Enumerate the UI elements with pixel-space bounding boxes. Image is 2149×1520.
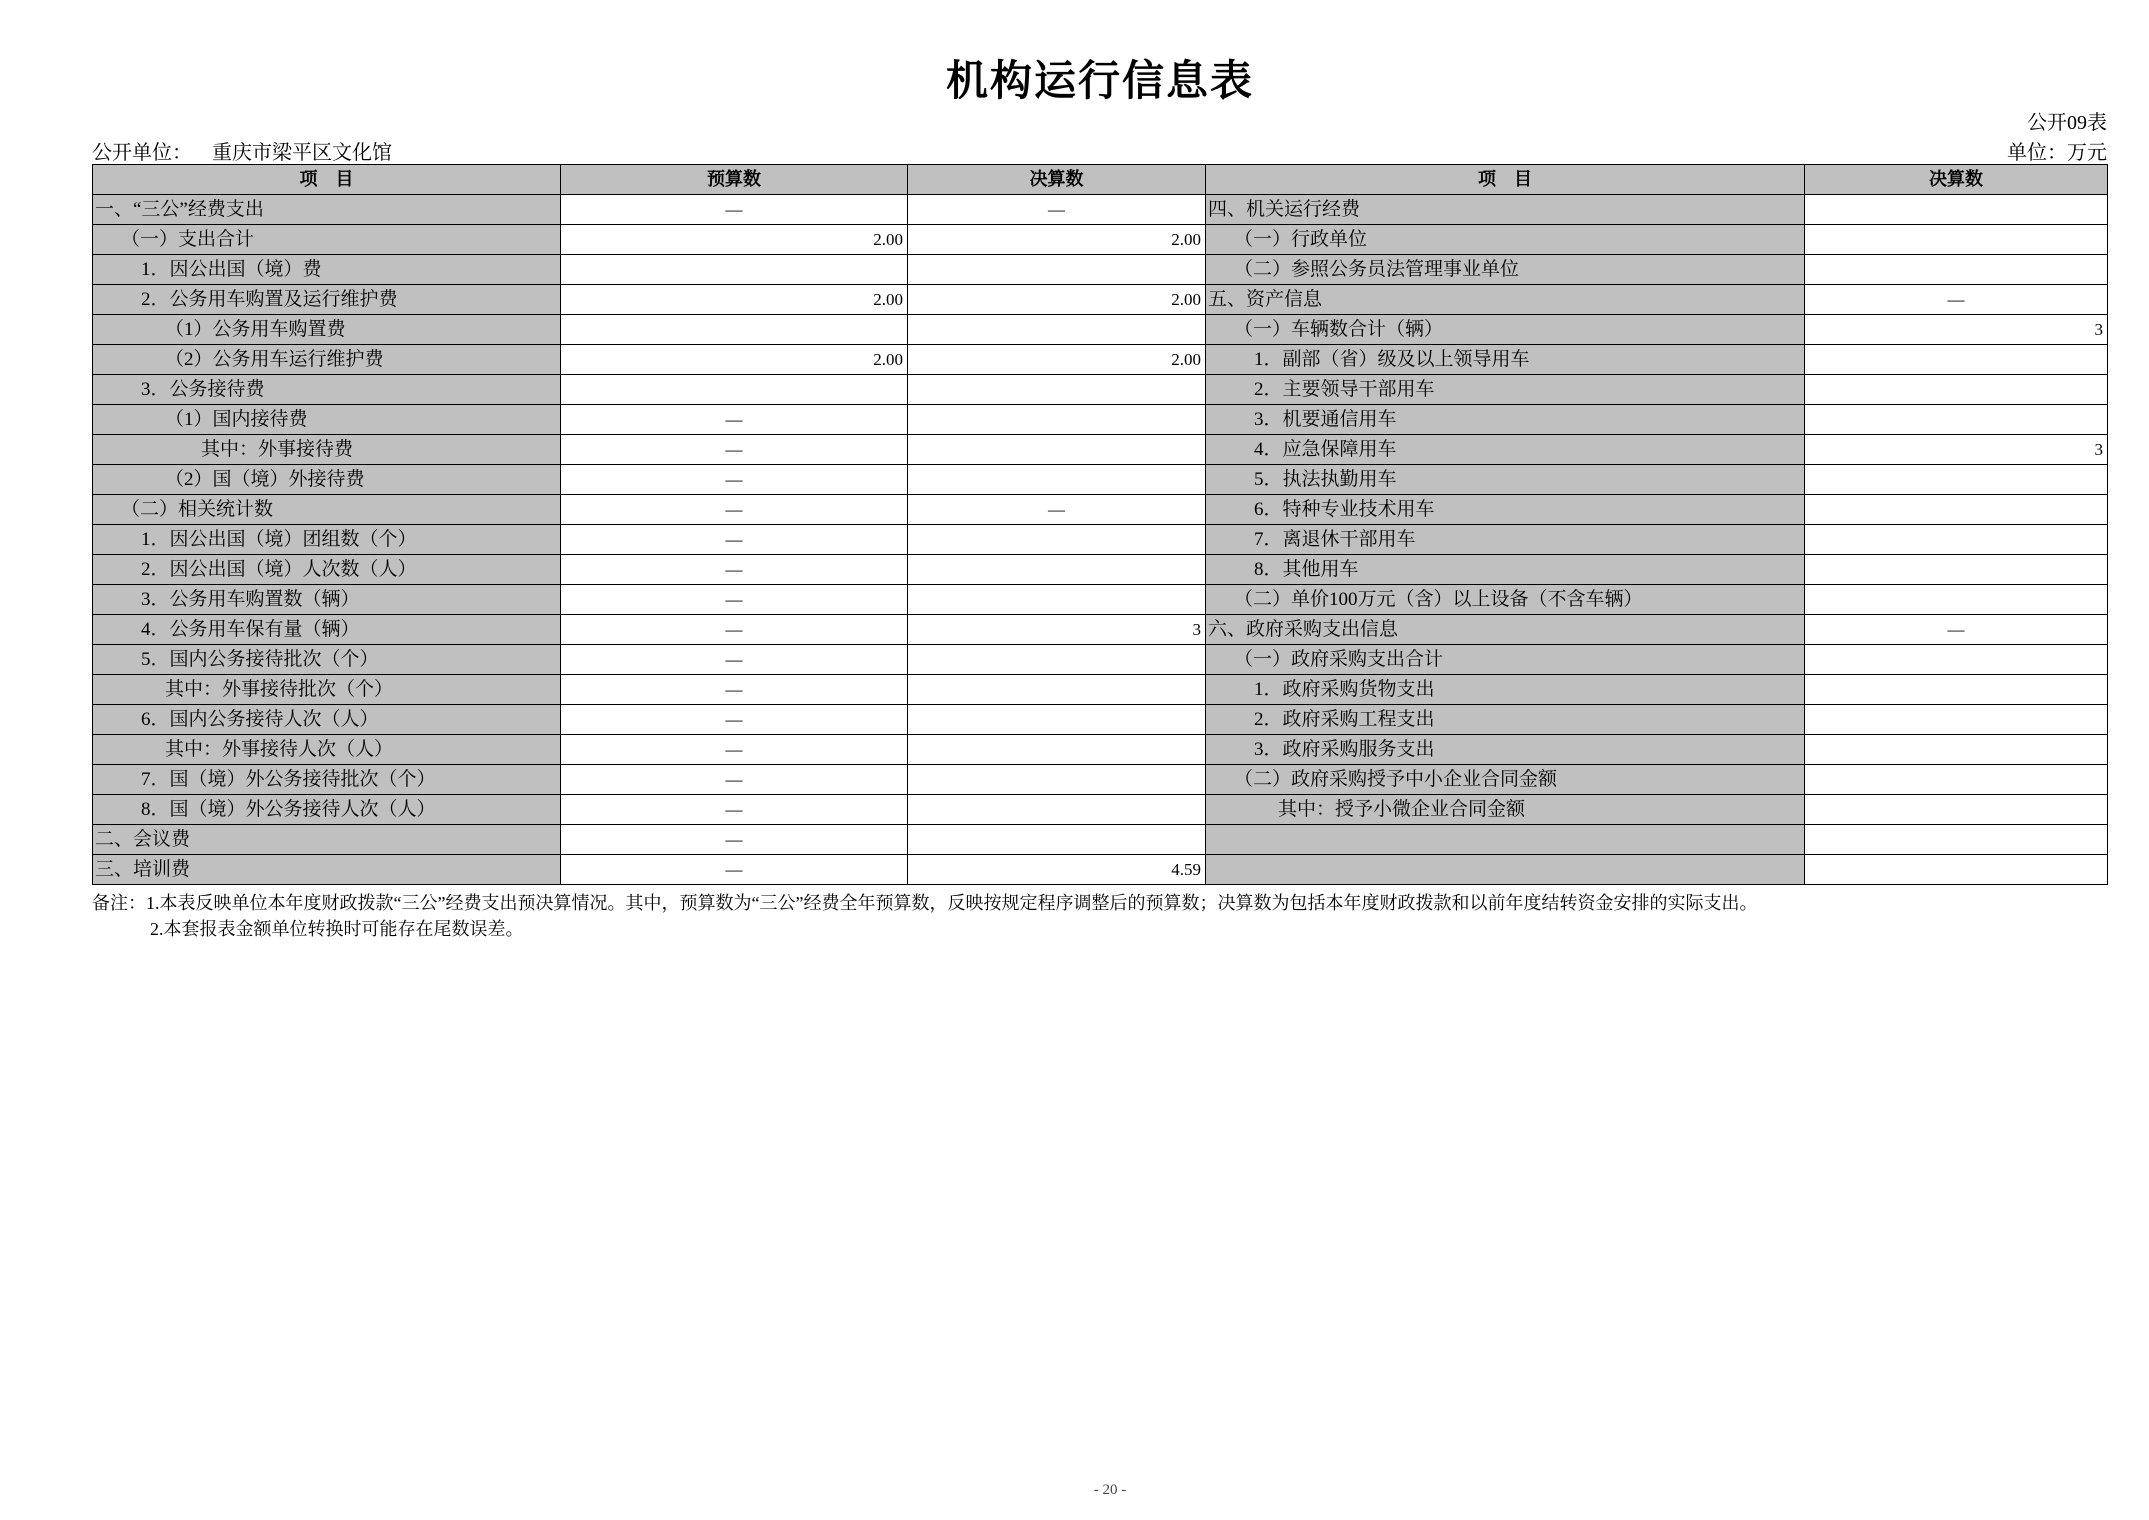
- right-item-label: 四、机关运行经费: [1206, 195, 1805, 225]
- right-actual-value: [1805, 555, 2108, 585]
- table-row: [93, 795, 2108, 825]
- actual-value: [908, 255, 1206, 285]
- table-row: [93, 825, 2108, 855]
- left-item-label: （一）支出合计: [93, 225, 561, 255]
- budget-value: —: [561, 615, 908, 645]
- budget-value: —: [561, 195, 908, 225]
- left-item-label: 3．公务用车购置数（辆）: [93, 585, 561, 615]
- header-actual-right: 决算数: [1805, 165, 2108, 195]
- budget-value: —: [561, 525, 908, 555]
- right-actual-value: [1805, 705, 2108, 735]
- table-row: [93, 585, 2108, 615]
- left-item-label: （1）国内接待费: [93, 405, 561, 435]
- table-row: [93, 345, 2108, 375]
- table-row: [93, 495, 2108, 525]
- actual-value: [908, 795, 1206, 825]
- right-item-label: （二）单价100万元（含）以上设备（不含车辆）: [1206, 585, 1805, 615]
- left-item-label: 4．公务用车保有量（辆）: [93, 615, 561, 645]
- left-item-label: 2．因公出国（境）人次数（人）: [93, 555, 561, 585]
- right-item-label: 3．机要通信用车: [1206, 405, 1805, 435]
- budget-value: —: [561, 675, 908, 705]
- right-actual-value: [1805, 465, 2108, 495]
- left-item-label: （二）相关统计数: [93, 495, 561, 525]
- actual-value: 4.59: [908, 855, 1206, 885]
- disclosure-unit: [92, 136, 392, 165]
- right-item-label: 7．离退休干部用车: [1206, 525, 1805, 555]
- header-item-right: 项 目: [1206, 165, 1805, 195]
- actual-value: [908, 645, 1206, 675]
- right-item-label: 6．特种专业技术用车: [1206, 495, 1805, 525]
- table-row: [93, 195, 2108, 225]
- right-item-label: （二）参照公务员法管理事业单位: [1206, 255, 1805, 285]
- right-item-label: （一）行政单位: [1206, 225, 1805, 255]
- actual-value: [908, 675, 1206, 705]
- budget-value: [561, 375, 908, 405]
- table-row: [93, 735, 2108, 765]
- budget-value: 2.00: [561, 285, 908, 315]
- budget-value: —: [561, 795, 908, 825]
- page-title: 机构运行信息表: [945, 56, 1254, 105]
- left-item-label: （2）公务用车运行维护费: [93, 345, 561, 375]
- budget-value: —: [561, 465, 908, 495]
- right-actual-value: [1805, 195, 2108, 225]
- left-item-label: 其中：外事接待费: [93, 435, 561, 465]
- right-actual-value: 3: [1805, 435, 2108, 465]
- right-item-label: [1206, 855, 1805, 885]
- left-item-label: 2．公务用车购置及运行维护费: [93, 285, 561, 315]
- table-row: [93, 285, 2108, 315]
- budget-value: —: [561, 405, 908, 435]
- left-item-label: （1）公务用车购置费: [93, 315, 561, 345]
- left-item-label: 二、会议费: [93, 825, 561, 855]
- table-row: [93, 405, 2108, 435]
- budget-value: —: [561, 735, 908, 765]
- right-item-label: （二）政府采购授予中小企业合同金额: [1206, 765, 1805, 795]
- left-item-label: 5．国内公务接待批次（个）: [93, 645, 561, 675]
- left-item-label: 7．国（境）外公务接待批次（个）: [93, 765, 561, 795]
- right-item-label: 3．政府采购服务支出: [1206, 735, 1805, 765]
- budget-value: [561, 255, 908, 285]
- left-item-label: 其中：外事接待批次（个）: [93, 675, 561, 705]
- table-row: [93, 435, 2108, 465]
- table-row: [93, 375, 2108, 405]
- left-item-label: 1．因公出国（境）团组数（个）: [93, 525, 561, 555]
- right-item-label: 六、政府采购支出信息: [1206, 615, 1805, 645]
- actual-value: [908, 315, 1206, 345]
- table-row: [93, 675, 2108, 705]
- actual-value: [908, 375, 1206, 405]
- budget-value: —: [561, 435, 908, 465]
- organization-name: 重庆市梁平区文化馆: [212, 142, 392, 164]
- budget-value: —: [561, 495, 908, 525]
- right-item-label: 1．副部（省）级及以上领导用车: [1206, 345, 1805, 375]
- right-actual-value: [1805, 735, 2108, 765]
- header-budget: 预算数: [561, 165, 908, 195]
- budget-value: —: [561, 825, 908, 855]
- right-item-label: 1．政府采购货物支出: [1206, 675, 1805, 705]
- info-table: [92, 164, 2108, 885]
- right-actual-value: [1805, 525, 2108, 555]
- left-item-label: 6．国内公务接待人次（人）: [93, 705, 561, 735]
- budget-value: 2.00: [561, 225, 908, 255]
- right-item-label: （一）政府采购支出合计: [1206, 645, 1805, 675]
- right-actual-value: [1805, 585, 2108, 615]
- right-actual-value: [1805, 495, 2108, 525]
- actual-value: [908, 705, 1206, 735]
- right-actual-value: [1805, 825, 2108, 855]
- right-item-label: 4．应急保障用车: [1206, 435, 1805, 465]
- table-row: [93, 315, 2108, 345]
- left-item-label: 一、“三公”经费支出: [93, 195, 561, 225]
- left-item-label: 其中：外事接待人次（人）: [93, 735, 561, 765]
- right-item-label: [1206, 825, 1805, 855]
- right-item-label: （一）车辆数合计（辆）: [1206, 315, 1805, 345]
- left-item-label: 8．国（境）外公务接待人次（人）: [93, 795, 561, 825]
- page-number: - 20 -: [1093, 1482, 1127, 1498]
- budget-value: [561, 315, 908, 345]
- actual-value: [908, 525, 1206, 555]
- actual-value: [908, 735, 1206, 765]
- table-row: [93, 525, 2108, 555]
- actual-value: [908, 435, 1206, 465]
- left-item-label: 三、培训费: [93, 855, 561, 885]
- budget-value: —: [561, 555, 908, 585]
- right-actual-value: [1805, 405, 2108, 435]
- right-actual-value: 3: [1805, 315, 2108, 345]
- right-actual-value: [1805, 225, 2108, 255]
- table-row: [93, 855, 2108, 885]
- table-row: [93, 645, 2108, 675]
- right-actual-value: [1805, 795, 2108, 825]
- form-number: 公开09表: [2027, 112, 2107, 134]
- right-actual-value: —: [1805, 285, 2108, 315]
- disclosure-unit-label: 公开单位：: [92, 142, 192, 164]
- budget-value: —: [561, 585, 908, 615]
- right-actual-value: [1805, 765, 2108, 795]
- budget-value: —: [561, 765, 908, 795]
- money-unit: 单位：万元: [2007, 142, 2107, 164]
- right-item-label: 2．主要领导干部用车: [1206, 375, 1805, 405]
- actual-value: [908, 825, 1206, 855]
- note-1: 备注：1.本表反映单位本年度财政拨款“三公”经费支出预决算情况。其中，预算数为“三公”经费全年预算数，反映按规定程序调整后的预算数；决算数为包括本年度财政拨款和以前年度结转资金安排的实际支出。: [92, 893, 1758, 913]
- actual-value: —: [908, 195, 1206, 225]
- right-actual-value: —: [1805, 615, 2108, 645]
- actual-value: 2.00: [908, 285, 1206, 315]
- left-item-label: 1．因公出国（境）费: [93, 255, 561, 285]
- budget-value: —: [561, 855, 908, 885]
- actual-value: [908, 555, 1206, 585]
- table-row: [93, 225, 2108, 255]
- table-header-row: [93, 165, 2108, 195]
- actual-value: 2.00: [908, 225, 1206, 255]
- right-item-label: 8．其他用车: [1206, 555, 1805, 585]
- actual-value: [908, 585, 1206, 615]
- budget-value: —: [561, 645, 908, 675]
- budget-value: —: [561, 705, 908, 735]
- header-actual-left: 决算数: [908, 165, 1206, 195]
- note-2: 2.本套报表金额单位转换时可能存在尾数误差。: [150, 919, 524, 939]
- right-actual-value: [1805, 345, 2108, 375]
- right-actual-value: [1805, 375, 2108, 405]
- actual-value: —: [908, 495, 1206, 525]
- actual-value: [908, 765, 1206, 795]
- table-row: [93, 255, 2108, 285]
- right-actual-value: [1805, 675, 2108, 705]
- budget-value: 2.00: [561, 345, 908, 375]
- right-actual-value: [1805, 255, 2108, 285]
- actual-value: [908, 405, 1206, 435]
- notes: [92, 890, 1757, 942]
- header-item-left: 项 目: [93, 165, 561, 195]
- right-item-label: 5．执法执勤用车: [1206, 465, 1805, 495]
- left-item-label: 3．公务接待费: [93, 375, 561, 405]
- actual-value: 3: [908, 615, 1206, 645]
- right-item-label: 五、资产信息: [1206, 285, 1805, 315]
- right-actual-value: [1805, 855, 2108, 885]
- actual-value: 2.00: [908, 345, 1206, 375]
- right-actual-value: [1805, 645, 2108, 675]
- table-row: [93, 615, 2108, 645]
- table-row: [93, 705, 2108, 735]
- right-item-label: 2．政府采购工程支出: [1206, 705, 1805, 735]
- table-row: [93, 555, 2108, 585]
- table-row: [93, 765, 2108, 795]
- right-item-label: 其中：授予小微企业合同金额: [1206, 795, 1805, 825]
- left-item-label: （2）国（境）外接待费: [93, 465, 561, 495]
- table-row: [93, 465, 2108, 495]
- actual-value: [908, 465, 1206, 495]
